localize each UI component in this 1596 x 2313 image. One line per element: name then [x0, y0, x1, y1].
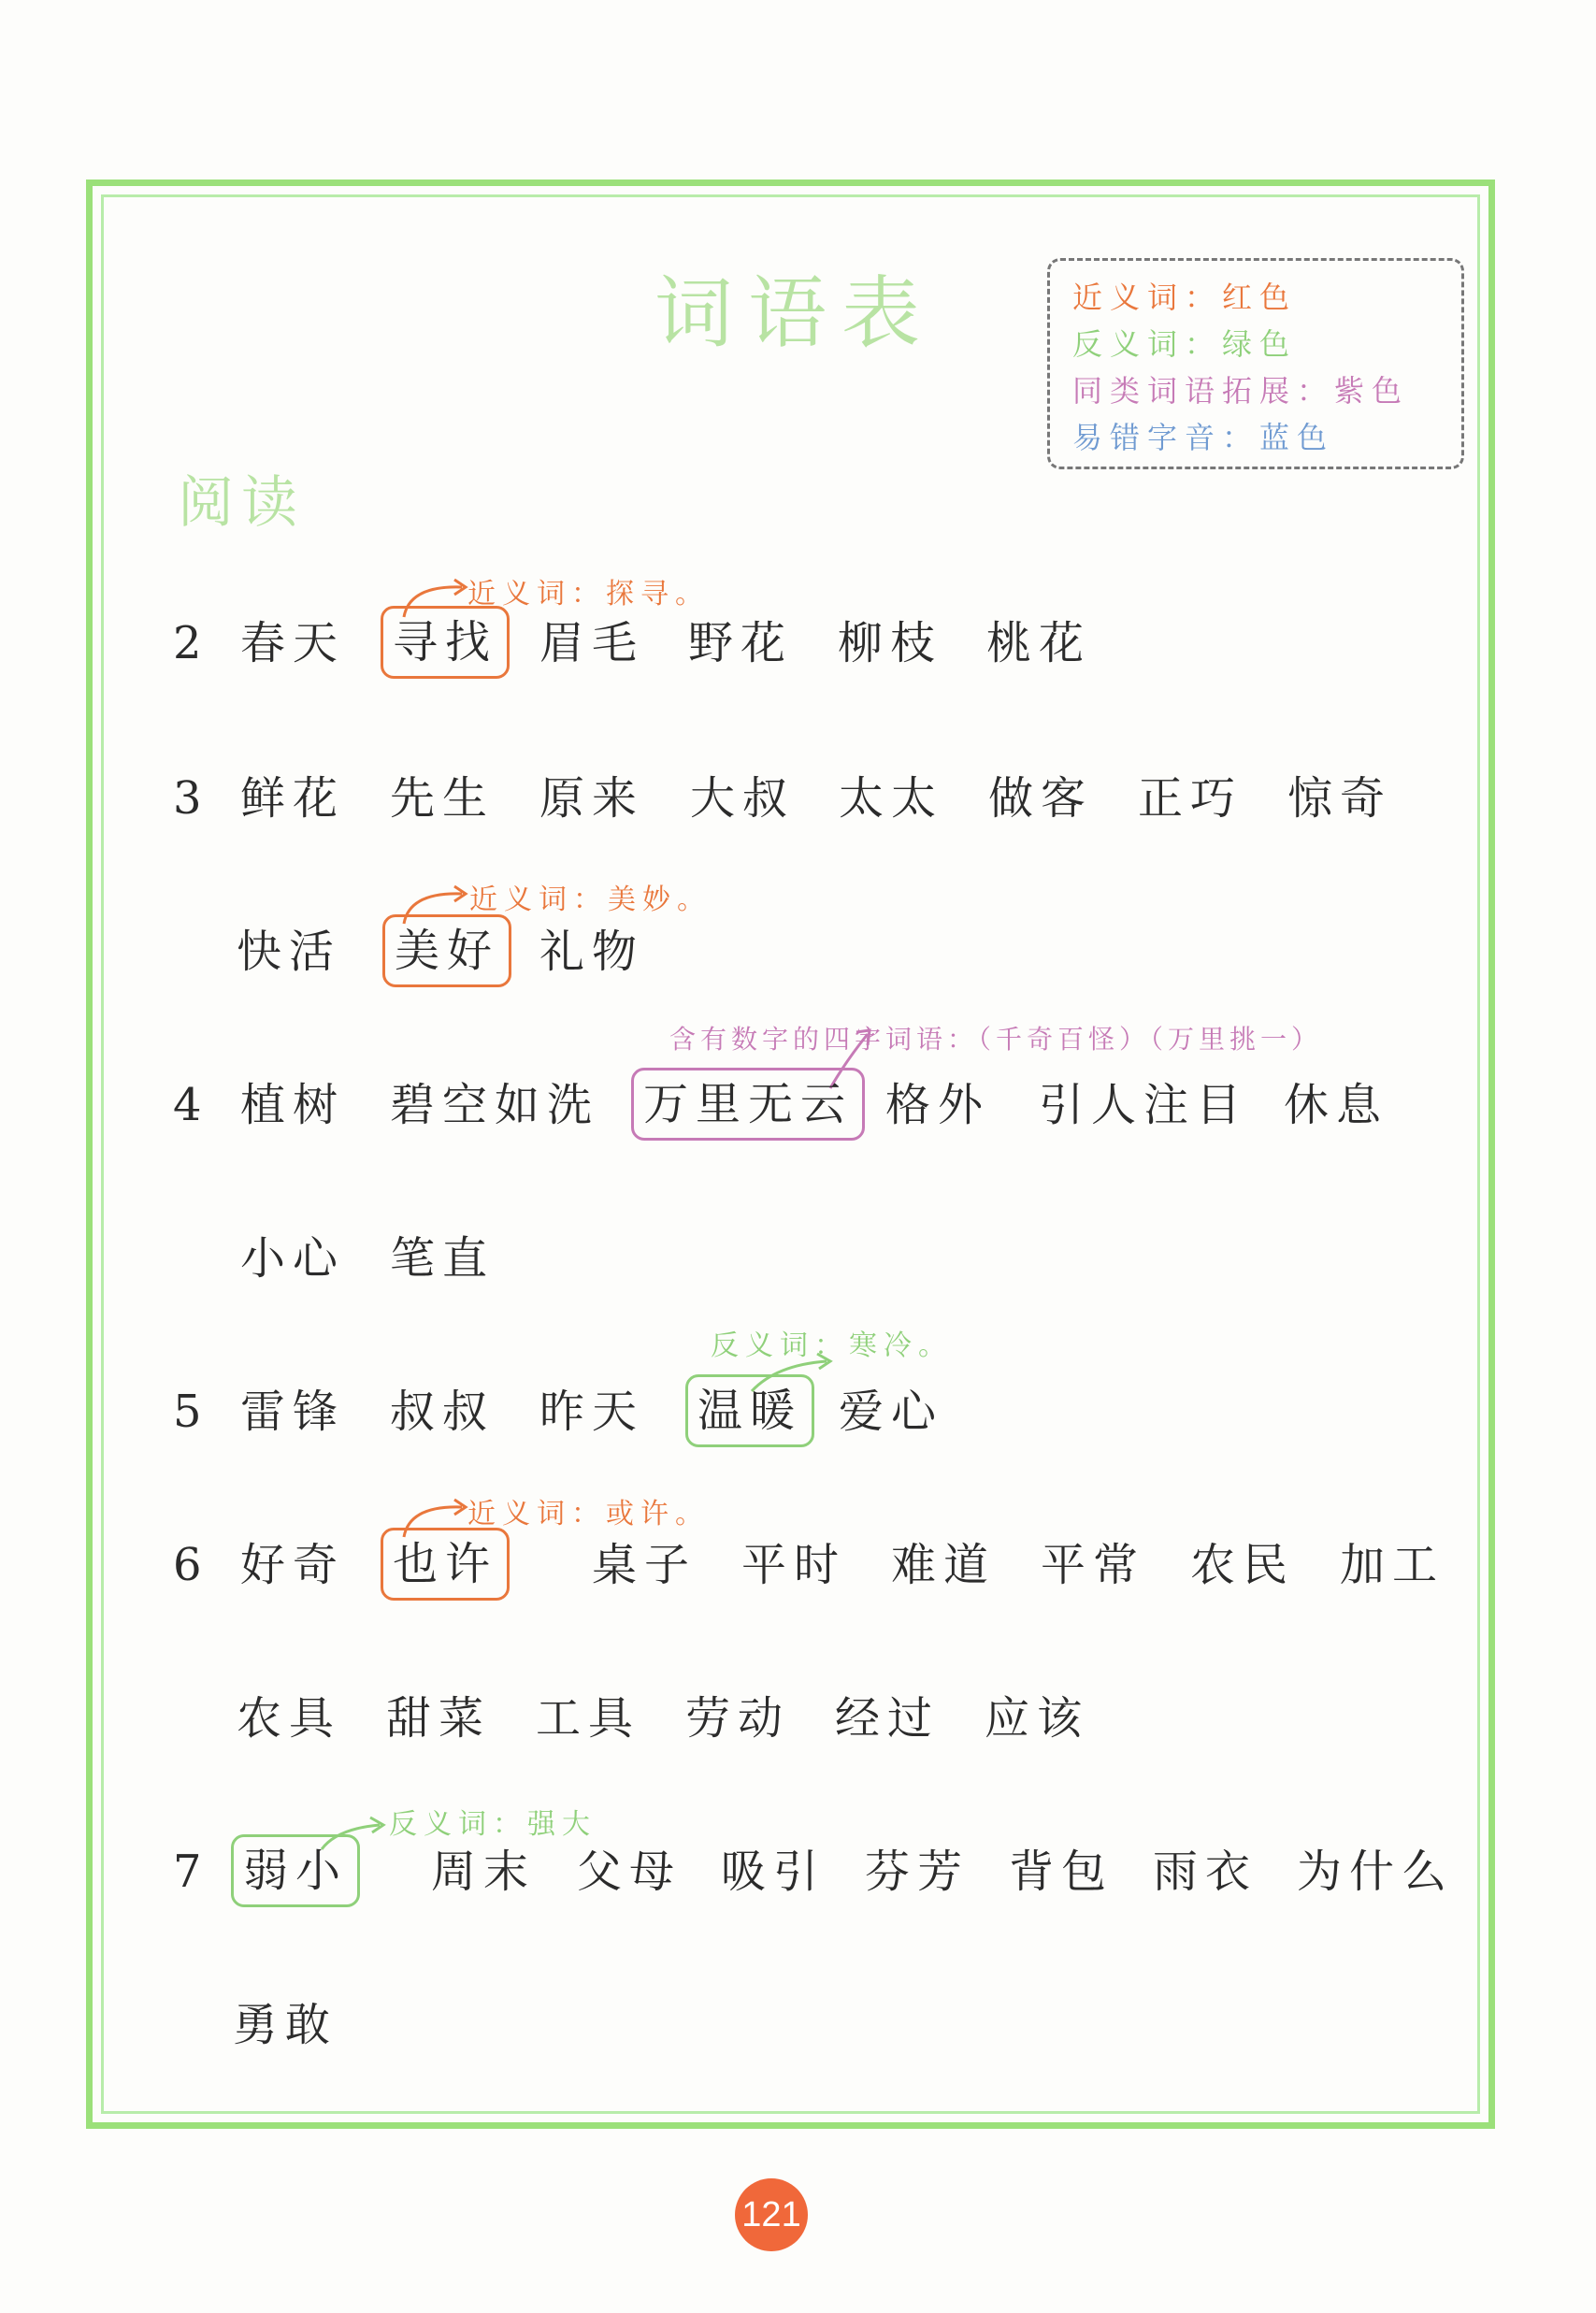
word: 休息	[1284, 1079, 1389, 1131]
legend-synonym: 近义词：红色	[1072, 280, 1298, 315]
word: 桃花	[986, 617, 1092, 669]
lesson-number: 7	[173, 1846, 202, 1898]
lesson-number: 6	[173, 1539, 202, 1591]
word: 植树	[240, 1079, 346, 1131]
synonym-note: 近义词：探寻。	[467, 578, 710, 611]
word: 做客	[988, 772, 1094, 825]
lesson-row-4-continued	[173, 1221, 1463, 1296]
word: 勇敢	[233, 1999, 338, 2051]
word: 雷锋	[240, 1386, 346, 1438]
word: 芬芳	[865, 1846, 971, 1898]
category-note: 含有数字的四字词语：（千奇百怪）（万里挑一）	[669, 1024, 1323, 1055]
word: 应该	[985, 1692, 1090, 1745]
word: 平常	[1041, 1539, 1146, 1591]
legend-antonym: 反义词：绿色	[1072, 326, 1298, 362]
word: 桌子	[592, 1539, 697, 1591]
word: 鲜花	[240, 772, 346, 825]
word: 父母	[577, 1846, 683, 1898]
word-synonym-highlight: 美好	[382, 914, 511, 987]
word: 碧空如洗	[390, 1079, 600, 1131]
word: 为什么	[1297, 1846, 1455, 1898]
word: 格外	[885, 1079, 991, 1131]
word: 雨衣	[1153, 1846, 1258, 1898]
lesson-row-7-continued	[173, 1988, 1463, 2062]
word-antonym-highlight: 温暖	[685, 1374, 814, 1447]
lesson-row-4	[173, 1068, 1463, 1142]
lesson-number: 5	[173, 1386, 202, 1438]
section-heading: 阅读	[178, 470, 305, 536]
word: 快活	[237, 926, 342, 978]
word: 吸引	[721, 1846, 827, 1898]
word: 平时	[741, 1539, 847, 1591]
lesson-number: 2	[173, 617, 202, 669]
lesson-number: 3	[173, 772, 202, 825]
word: 笔直	[390, 1232, 496, 1285]
antonym-note: 反义词：强大	[389, 1808, 597, 1841]
word: 引人注目	[1039, 1079, 1249, 1131]
annotation-arrow	[400, 574, 475, 621]
word: 叔叔	[390, 1386, 496, 1438]
word: 周末	[431, 1846, 537, 1898]
word-synonym-highlight: 也许	[381, 1528, 510, 1601]
word: 柳枝	[838, 617, 943, 669]
word: 小心	[240, 1232, 346, 1285]
lesson-row-2	[173, 606, 1463, 681]
word: 眉毛	[539, 617, 645, 669]
page-frame-inner	[101, 194, 1480, 2114]
word: 甜菜	[386, 1692, 492, 1745]
lesson-row-3	[173, 761, 1463, 836]
lesson-row-3-continued	[173, 914, 1463, 989]
page-number-badge: 121	[735, 2178, 808, 2251]
word: 爱心	[839, 1386, 944, 1438]
word: 野花	[688, 617, 794, 669]
word: 难道	[891, 1539, 997, 1591]
word: 农民	[1190, 1539, 1296, 1591]
word: 经过	[835, 1692, 941, 1745]
word: 正巧	[1138, 772, 1244, 825]
word: 农具	[237, 1692, 342, 1745]
word: 好奇	[240, 1539, 346, 1591]
lesson-row-5	[173, 1374, 1463, 1449]
word: 劳动	[685, 1692, 791, 1745]
word: 惊奇	[1287, 772, 1393, 825]
legend-pronunciation: 易错字音：蓝色	[1072, 420, 1335, 455]
page-title: 词语表	[654, 267, 936, 359]
word: 先生	[390, 772, 496, 825]
color-legend	[1047, 258, 1464, 469]
word-category-highlight: 万里无云	[631, 1068, 865, 1141]
word: 礼物	[539, 926, 645, 978]
word: 太太	[839, 772, 944, 825]
word: 原来	[539, 772, 645, 825]
legend-category: 同类词语拓展：紫色	[1072, 373, 1410, 409]
word: 春天	[240, 617, 346, 669]
synonym-note: 近义词：美妙。	[469, 884, 712, 916]
lesson-row-7	[173, 1834, 1463, 1909]
lesson-number: 4	[173, 1079, 202, 1131]
word-antonym-highlight: 弱小	[231, 1834, 360, 1907]
word: 大叔	[690, 772, 796, 825]
lesson-row-6	[173, 1528, 1463, 1602]
word: 加工	[1340, 1539, 1445, 1591]
annotation-arrow	[400, 881, 475, 927]
synonym-note: 近义词：或许。	[467, 1498, 710, 1530]
word: 昨天	[539, 1386, 645, 1438]
word: 背包	[1009, 1846, 1114, 1898]
word-synonym-highlight: 寻找	[381, 606, 510, 679]
word: 工具	[536, 1692, 641, 1745]
antonym-note: 反义词：寒冷。	[711, 1329, 953, 1362]
lesson-row-6-continued	[173, 1681, 1463, 1756]
